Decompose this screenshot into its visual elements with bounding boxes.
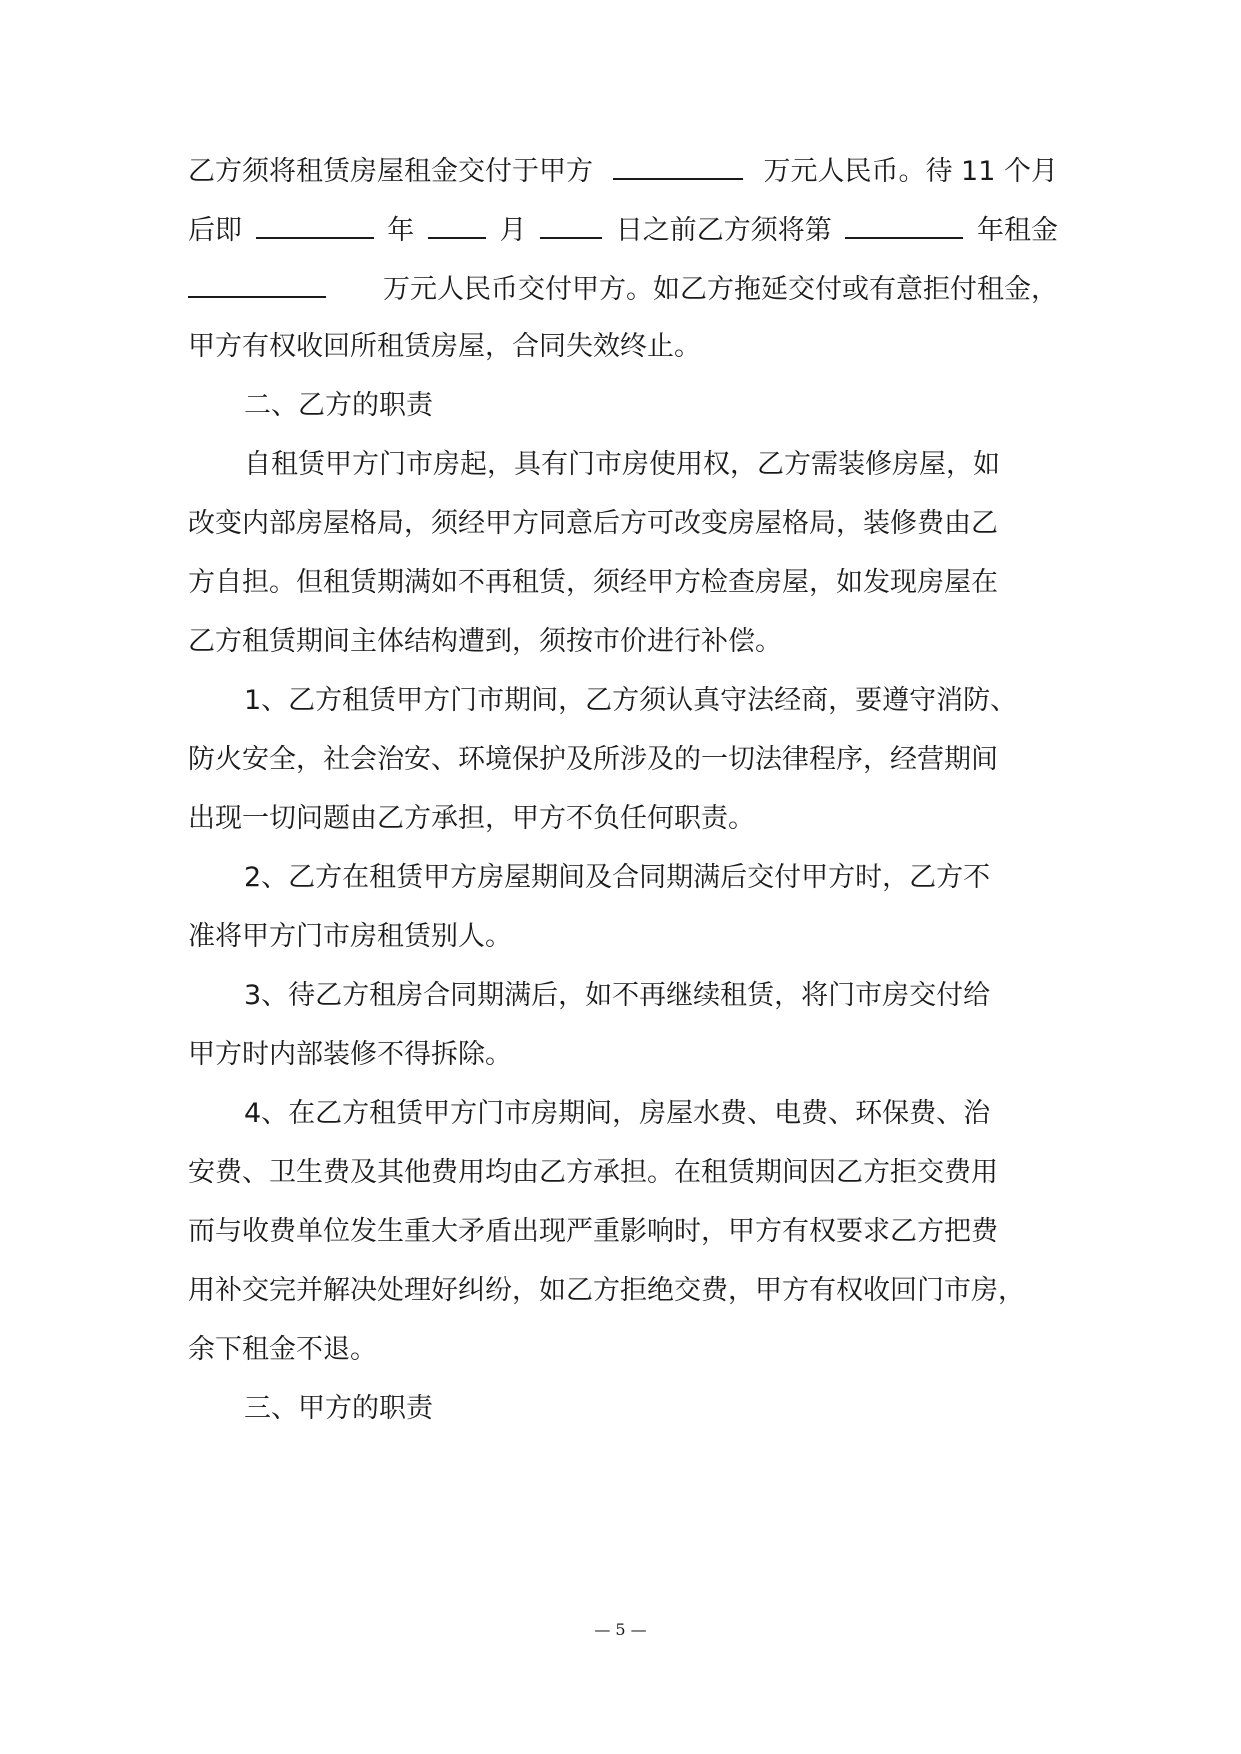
text-segment: 防火安全，社会治安、环境保护及所涉及的一切法律程序，经营期间 (188, 744, 998, 775)
section-heading-party-a-duties (244, 1389, 433, 1429)
list-item-1-line-2 (188, 740, 998, 780)
body-line-1 (188, 150, 1058, 190)
text-segment: 年租金 (977, 215, 1058, 246)
text-segment: 乙方须将租赁房屋租金交付于甲方 (188, 156, 593, 187)
text-segment: 而与收费单位发生重大矛盾出现严重影响时，甲方有权要求乙方把费 (188, 1216, 998, 1247)
list-item-1-line-3 (188, 799, 755, 839)
text-segment: 万元人民币。待 11 个月 (763, 156, 1058, 187)
list-item-1-line-1 (244, 681, 1017, 721)
list-item-3-line-2 (188, 1035, 512, 1075)
body-line-8 (188, 563, 998, 603)
text-segment: 后即 (188, 215, 242, 246)
text-segment: 日之前乙方须将第 (615, 215, 832, 246)
list-item-4-line-5 (188, 1330, 377, 1370)
fill-in-blank-rent-amount (188, 268, 326, 298)
fill-in-blank-amount (613, 150, 743, 180)
text-segment: 万元人民币交付甲方。如乙方拖延交付或有意拒付租金， (383, 274, 1058, 305)
fill-in-blank-year (256, 209, 374, 239)
fill-in-blank-rent-year (845, 209, 963, 239)
body-line-4 (188, 327, 701, 367)
heading-text: 三、甲方的职责 (244, 1393, 433, 1424)
text-segment: 乙方租赁期间主体结构遭到，须按市价进行补偿。 (188, 626, 782, 657)
text-segment: 方自担。但租赁期满如不再租赁，须经甲方检查房屋，如发现房屋在 (188, 567, 998, 598)
list-item-4-line-1 (244, 1094, 990, 1134)
list-item-3-line-1 (244, 976, 990, 1016)
list-item-4-line-4 (188, 1271, 1025, 1311)
text-segment: 甲方有权收回所租赁房屋，合同失效终止。 (188, 331, 701, 362)
text-segment: 准将甲方门市房租赁别人。 (188, 921, 512, 952)
page-number: — 5 — (594, 1620, 647, 1639)
body-line-6 (244, 445, 1058, 485)
text-segment: 安费、卫生费及其他费用均由乙方承担。在租赁期间因乙方拒交费用 (188, 1157, 998, 1188)
body-line-2 (188, 209, 1058, 249)
text-segment: 改变内部房屋格局，须经甲方同意后方可改变房屋格局，装修费由乙 (188, 508, 998, 539)
list-item-4-line-2 (188, 1153, 998, 1193)
fill-in-blank-month (428, 209, 486, 239)
text-segment: 1、乙方租赁甲方门市期间，乙方须认真守法经商，要遵守消防、 (244, 685, 1018, 716)
text-segment: 出现一切问题由乙方承担，甲方不负任何职责。 (188, 803, 755, 834)
heading-text: 二、乙方的职责 (244, 390, 433, 421)
text-segment: 用补交完并解决处理好纠纷，如乙方拒绝交费，甲方有权收回门市房， (188, 1275, 1025, 1306)
text-segment: 3、待乙方租房合同期满后，如不再继续租赁，将门市房交付给 (244, 980, 991, 1011)
text-segment: 自租赁甲方门市房起，具有门市房使用权，乙方需装修房屋，如 (244, 449, 1000, 480)
fill-in-blank-day (540, 209, 602, 239)
body-line-3 (188, 268, 1058, 308)
text-segment: 月 (499, 215, 527, 246)
list-item-2-line-2 (188, 917, 512, 957)
text-segment: 年 (387, 215, 415, 246)
text-segment: 甲方时内部装修不得拆除。 (188, 1039, 512, 1070)
list-item-4-line-3 (188, 1212, 998, 1252)
list-item-2-line-1 (244, 858, 990, 898)
text-segment: 余下租金不退。 (188, 1334, 377, 1365)
body-line-7 (188, 504, 998, 544)
section-heading-party-b-duties (244, 386, 433, 426)
text-segment: 2、乙方在租赁甲方房屋期间及合同期满后交付甲方时，乙方不 (244, 862, 991, 893)
body-line-9 (188, 622, 782, 662)
text-segment: 4、在乙方租赁甲方门市房期间，房屋水费、电费、环保费、治 (244, 1098, 991, 1129)
